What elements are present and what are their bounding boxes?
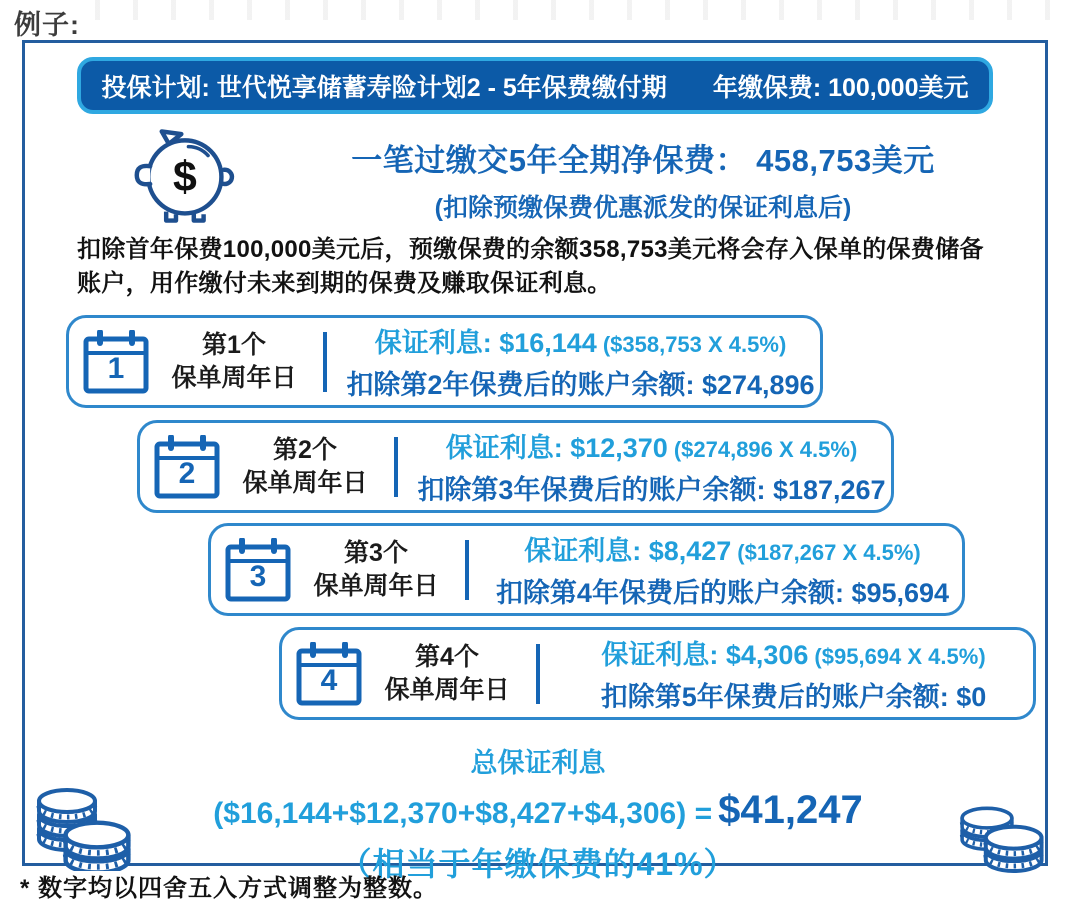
anniversary-label: 第1个 保单周年日 <box>171 331 297 392</box>
interest-amount: 保证利息: $12,370 <box>445 433 668 463</box>
explanation-line-2: 账户，用作缴付未来到期的保费及赚取保证利息。 <box>77 270 612 298</box>
calendar-icon <box>225 538 291 602</box>
anniversary-row-1 <box>66 315 823 408</box>
page-top-texture <box>95 0 1055 20</box>
anniversary-label: 第4个 保单周年日 <box>384 643 510 704</box>
explanation-paragraph <box>77 233 1042 302</box>
anniversary-row-4 <box>279 627 1036 720</box>
total-interest-title: 总保证利息 <box>470 748 606 778</box>
balance-after-premium: 扣除第3年保费后的账户余额: $187,267 <box>417 475 886 505</box>
total-interest-value: $41,247 <box>718 788 863 832</box>
interest-formula: ($274,896 X 4.5%) <box>673 437 858 462</box>
calendar-icon <box>154 435 220 499</box>
example-board <box>22 40 1048 882</box>
coin-stack-icon <box>31 781 139 871</box>
summary-subtitle: (扣除预缴保费优惠派发的保证利息后) <box>434 194 852 222</box>
interest-amount: 保证利息: $16,144 <box>374 328 597 358</box>
anniversary-row-2 <box>137 420 894 513</box>
anniversary-detail <box>412 426 891 507</box>
summary-text <box>263 135 1023 224</box>
vertical-divider <box>323 332 327 392</box>
interest-formula: ($358,753 X 4.5%) <box>602 332 787 357</box>
vertical-divider <box>394 437 398 497</box>
anniversary-detail <box>554 633 1033 714</box>
vertical-divider <box>465 540 469 600</box>
plan-header-bar <box>77 57 993 114</box>
interest-amount: 保证利息: $8,427 <box>524 536 732 566</box>
balance-after-premium: 扣除第4年保费后的账户余额: $95,694 <box>495 578 950 608</box>
coin-stack-icon <box>953 795 1053 875</box>
piggy-bank-icon <box>125 127 243 225</box>
explanation-line-1: 扣除首年保费100,000美元后，预缴保费的余额358,753美元将会存入保单的保费储备 <box>77 236 984 263</box>
total-interest-note: （相当于年缴保费的41%） <box>339 846 737 882</box>
calendar-icon <box>83 330 149 394</box>
interest-formula: ($95,694 X 4.5%) <box>814 644 986 669</box>
total-interest-section <box>123 741 953 885</box>
anniversary-detail <box>341 321 820 402</box>
calendar-day-number: 2 <box>178 456 196 490</box>
summary-title: 一笔过缴交5年全期净保费： 458,753美元 <box>351 143 935 178</box>
example-label: 例子: <box>14 10 80 40</box>
calendar-icon <box>296 642 362 706</box>
plan-name-label: 投保计划: 世代悦享储蓄寿险计划2 - 5年保费缴付期 <box>101 73 667 102</box>
dollar-sign-glyph: $ <box>173 153 197 202</box>
calendar-day-number: 1 <box>107 351 125 385</box>
anniversary-detail <box>483 529 962 610</box>
balance-after-premium: 扣除第5年保费后的账户余额: $0 <box>600 682 987 712</box>
vertical-divider <box>536 644 540 704</box>
balance-after-premium: 扣除第2年保费后的账户余额: $274,896 <box>346 370 815 400</box>
anniversary-label: 第3个 保单周年日 <box>313 539 439 600</box>
calendar-day-number: 3 <box>249 559 267 593</box>
calendar-day-number: 4 <box>320 663 338 697</box>
interest-formula: ($187,267 X 4.5%) <box>737 540 921 565</box>
anniversary-label: 第2个 保单周年日 <box>242 436 368 497</box>
total-interest-formula: ($16,144+$12,370+$8,427+$4,306) = <box>213 797 713 830</box>
annual-premium-label: 年缴保费: 100,000美元 <box>712 73 969 102</box>
rounding-footnote: * 数字均以四舍五入方式调整为整数。 <box>20 875 439 902</box>
interest-amount: 保证利息: $4,306 <box>601 640 809 670</box>
anniversary-row-3 <box>208 523 965 616</box>
